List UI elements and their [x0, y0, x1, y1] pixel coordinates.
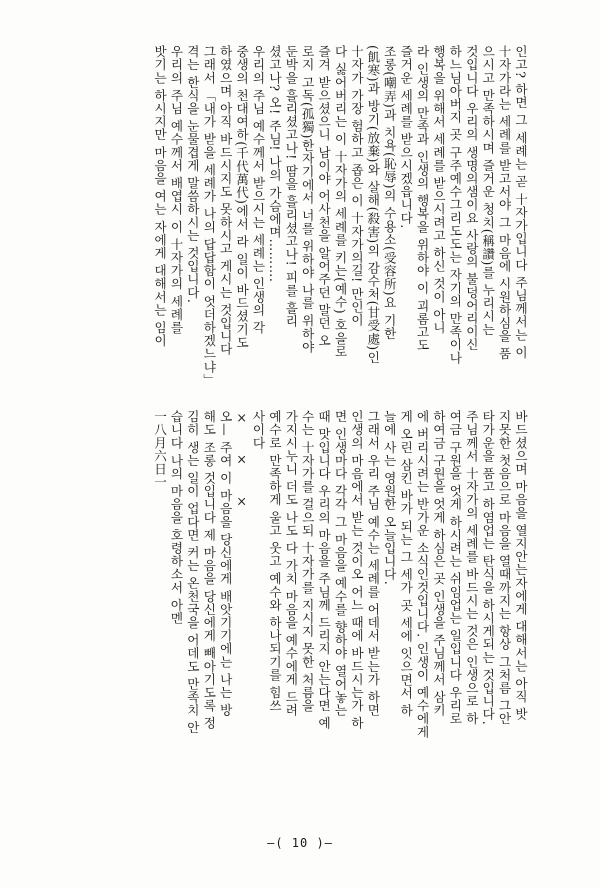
text-line: 타가운을 품고 하염업는 탄식을 하시게되는 것입니다.: [480, 410, 496, 726]
text-line: 조롱(嘲弄)과 치욕(恥辱)의 수용소(受容所)요 기한: [381, 45, 397, 340]
text-line: 하였으며 아직 바드시지도 못하시고 게시는 것입니다: [217, 45, 233, 356]
text-line: 습니다 나의 마음을 호령하소서 아멘: [168, 410, 184, 625]
text-line: 에 버리시려는 반가운 소식인것입니다. 인생이 예수에게: [414, 410, 430, 739]
text-line: 해도 조롱 것입니다 제 마음을 당신에게 빼아기도록 정: [201, 410, 217, 730]
text-line: 게 오린 삼킨 바가 되는 그 세가 곳 세에 잇으면서 하: [398, 410, 414, 718]
text-line: 다 싫어버리는 이 十자가의 세례를 키는(예수) 호을로: [332, 45, 348, 358]
text-line: 행복을 위해서 세례를 받으시려고 하신 것이 아니: [430, 45, 446, 335]
text-line: 김히 생는 일이 업다면 커는 온천국을 어데도 만족치 안: [184, 410, 200, 735]
text-line: 때 맛입니다 우리의 마음을 주님께 드리지 안는다면 예: [316, 410, 332, 730]
text-line: 사이다: [250, 410, 266, 450]
text-line: 十자가 가장 험하고 좁은 이 十자가의길! 만인이: [348, 45, 364, 327]
text-line: 그래서 우리 주님 예수는 세례를 어데서 받는가 하면: [365, 410, 381, 717]
text-line: (飢寒)과 방기(放棄)와 살해(殺害)의 감수처(甘受處)인: [365, 45, 381, 364]
text-line: 우리의 주님 예수께서 받으시는 세례는 인생의 각: [250, 45, 266, 335]
text-line: 즐겨 받으셨으니 남이야 어사천을 알어주던 말던 오: [316, 45, 332, 348]
text-line: 즐거운 세례를 받으시겠읍니다.: [398, 45, 414, 229]
text-line: 라 인생의 만족과 인생의 행복을 위하야 이 괴롬고도: [414, 45, 430, 352]
text-line: 그래서 「내가 받을 세례가 나의 답답함이 엇더하겠느냐」: [201, 45, 217, 387]
text-line: 지못한 첫음으로 마음을 열때까지는 항상 그처름 그안: [496, 410, 512, 726]
date-line: 一八月六日一: [152, 410, 168, 489]
text-line: 인고? 하면 그 세례는 곧 十자가입니다 주님께서는 이: [513, 45, 528, 359]
lower-text-block: [151, 410, 528, 840]
text-line: 면 인생마다 각각 그 마음을 예수를 향하야 열어놓는: [332, 410, 348, 717]
page-number: —( 10 )—: [267, 836, 333, 850]
text-line: 인생의 마음에서 받는 것이오 어느 때에 바드시는가 하: [348, 410, 364, 730]
text-line: 으시고 만족하시며 즐거운 청치(稱讚)를 누리시는: [480, 45, 496, 336]
text-line: 우리의 주님 예수께서 배엽시 이 十자가의 세례를: [168, 45, 184, 335]
text-line: 하느님아버지 곳 구주예수그리도도는 자기의 만족이나: [447, 45, 463, 365]
text-line: 둔박을 흘리셨고나! 땀을 흘리셨고나! 피를 흘리: [283, 45, 299, 328]
section-divider: × × ×: [234, 410, 250, 509]
text-line: 중생의 천대여하(千代萬代)에서 라 일이 바드셨기도: [234, 45, 250, 349]
text-line: 하여금 구원을 엇게 하심은 곳 인생을 주님께서 삼키: [430, 410, 446, 717]
text-line: 로지 고독(孤獨)한자기에서 너를 위하야 나를 위하야: [299, 45, 315, 354]
text-line: 가지시누니 더도 나도 다 가치 마음을 예수에게 드려: [283, 410, 299, 717]
text-line: 十자가라는 세례를 받고서야 그 마음에 시원하심을 품: [496, 45, 512, 361]
text-line: 오— 주여 이 마음을 당신에게 배앗기기에는 나는 방: [217, 410, 233, 717]
text-line: 수는 十자가를 걸으되 十자가를 지시지 못한 처름을: [299, 410, 315, 713]
text-line: 것입니다 우리의 생명의샘이요 사랑의 불덩어리이신: [463, 45, 479, 352]
text-line: 바드셨으며 마음을 열지안는자에게 대해서는 아직 밧: [513, 410, 528, 721]
text-line: 주님께서 十자가의 세례를 바드시는 것은 인생으로 하: [463, 410, 479, 726]
text-line: 격는 한식을 눈물겹게 말씀하시는 것입니다.: [184, 45, 200, 304]
upper-text-block: [151, 45, 528, 415]
text-line: 밧기는 하시지만 마음을 여는 자에게 대해서는 임이: [152, 45, 168, 348]
text-line: 늘에 사는 영원한 오늘입니다.: [381, 410, 397, 586]
text-line: 여금 구원을 엇게 하시려는 쉬임업는 일입니다 우리로: [447, 410, 463, 726]
text-line: 셨고나? 오! 주님! 나의 가슴에며……….: [266, 45, 282, 283]
text-line: 예수로 만족하게 울고 웃고 예수와 하나되기를 힘쓰: [266, 410, 282, 713]
